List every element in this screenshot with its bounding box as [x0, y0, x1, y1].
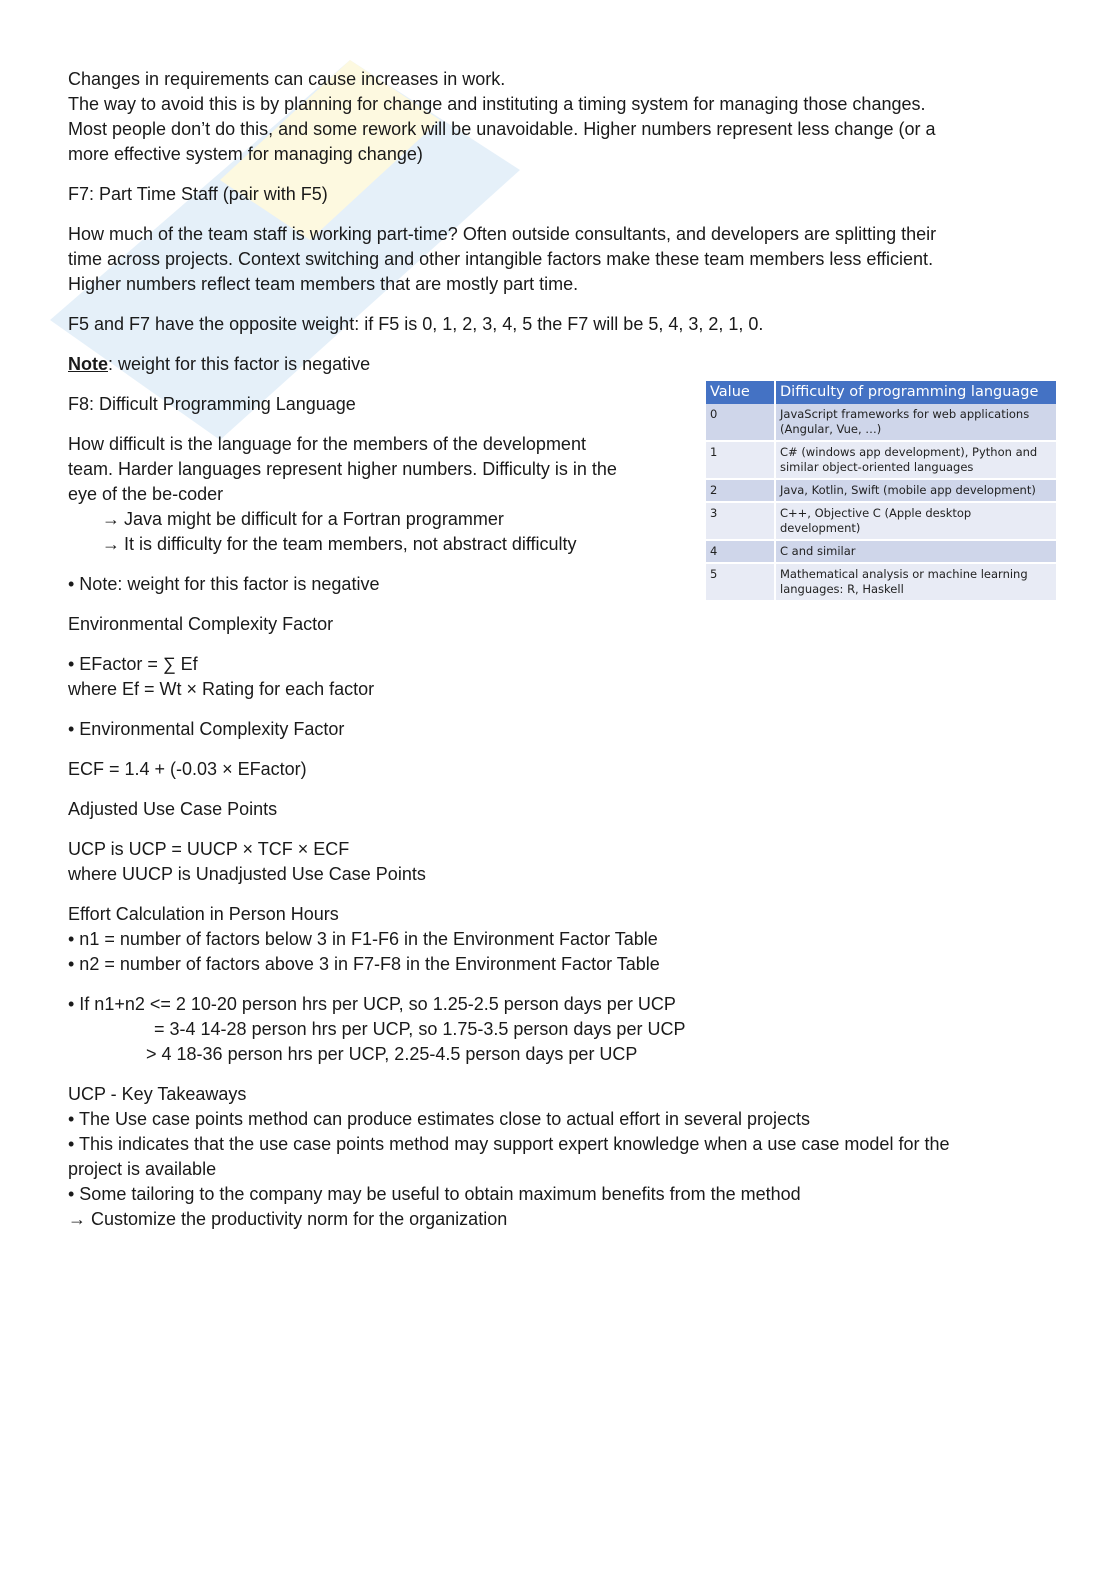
takeaways-heading: UCP - Key Takeaways: [68, 1084, 247, 1104]
table-row: [706, 441, 1056, 479]
takeaway-item: • Some tailoring to the company may be useful to obtain maximum benefits from the method: [68, 1184, 801, 1204]
table-row: [706, 540, 1056, 563]
table-cell-description: Java, Kotlin, Swift (mobile app development): [775, 479, 1056, 502]
intro-line: more effective system for managing change): [68, 144, 423, 164]
table-cell-value: 1: [706, 441, 775, 479]
f7-note: [68, 352, 1048, 377]
f8-line: team. Harder languages represent higher numbers. Difficulty is in the: [68, 459, 617, 479]
f8-arrow-item: [68, 532, 678, 557]
ecf-bullet: • Environmental Complexity Factor: [68, 719, 345, 739]
table-cell-description: Mathematical analysis or machine learning languages: R, Haskell: [775, 563, 1056, 600]
language-difficulty-table: [706, 381, 1056, 600]
note-label: Note: [68, 354, 108, 374]
effort-n2: • n2 = number of factors above 3 in F7-F8 in the Environment Factor Table: [68, 954, 660, 974]
efactor-where: where Ef = Wt × Rating for each factor: [68, 679, 375, 699]
ucp-definition: [68, 837, 1048, 887]
f8-arrow-text: It is difficulty for the team members, not abstract difficulty: [124, 534, 577, 554]
intro-line: Changes in requirements can cause increases in work.: [68, 69, 506, 89]
f7-heading: F7: Part Time Staff (pair with F5): [68, 184, 328, 204]
f7-line: time across projects. Context switching and other intangible factors make these team members less efficient.: [68, 249, 934, 269]
effort-rules: [68, 992, 1048, 1067]
table-cell-description: JavaScript frameworks for web applications (Angular, Vue, …): [775, 404, 1056, 441]
effort-heading: Effort Calculation in Person Hours: [68, 904, 339, 924]
efactor-formula: • EFactor = ∑ Ef: [68, 654, 198, 674]
ecf-formula: ECF = 1.4 + (-0.03 × EFactor): [68, 759, 307, 779]
note-text: : weight for this factor is negative: [108, 354, 371, 374]
table-row: [706, 563, 1056, 600]
table-cell-description: C++, Objective C (Apple desktop development): [775, 502, 1056, 540]
table-cell-description: C and similar: [775, 540, 1056, 563]
takeaways-section: [68, 1082, 1048, 1232]
table-row: [706, 479, 1056, 502]
ecf-heading: Environmental Complexity Factor: [68, 614, 334, 634]
aucp-heading: Adjusted Use Case Points: [68, 799, 278, 819]
efactor-definition: [68, 652, 1048, 702]
intro-line: The way to avoid this is by planning for change and instituting a timing system for managing those changes.: [68, 94, 926, 114]
table-header-row: [706, 381, 1056, 404]
table-cell-value: 4: [706, 540, 775, 563]
f8-line: How difficult is the language for the members of the development: [68, 434, 586, 454]
f8-arrow-text: Java might be difficult for a Fortran programmer: [124, 509, 504, 529]
takeaway-item: project is available: [68, 1159, 217, 1179]
f8-description: [68, 432, 678, 557]
effort-rule: • If n1+n2 <= 2 10-20 person hrs per UCP, so 1.25-2.5 person days per UCP: [68, 994, 676, 1014]
f5-f7-opposite-weight: F5 and F7 have the opposite weight: if F5 is 0, 1, 2, 3, 4, 5 the F7 will be 5, 4, 3, 2, 1, 0.: [68, 314, 764, 334]
f7-line: How much of the team staff is working part-time? Often outside consultants, and developers are splitting their: [68, 224, 937, 244]
table-row: [706, 404, 1056, 441]
f8-heading: F8: Difficult Programming Language: [68, 394, 356, 414]
intro-paragraph: [68, 67, 1048, 167]
table-header-value: Value: [706, 381, 775, 404]
takeaway-arrow-text: Customize the productivity norm for the organization: [91, 1209, 508, 1229]
table-cell-value: 5: [706, 563, 775, 600]
ucp-where: where UUCP is Unadjusted Use Case Points: [68, 864, 426, 884]
takeaway-arrow-item: [68, 1207, 1048, 1232]
arrow-icon: →: [102, 509, 120, 529]
f8-arrow-item: [68, 507, 678, 532]
takeaway-item: • This indicates that the use case points method may support expert knowledge when a use case model for the: [68, 1134, 950, 1154]
f7-line: Higher numbers reflect team members that are mostly part time.: [68, 274, 579, 294]
ucp-formula: UCP is UCP = UUCP × TCF × ECF: [68, 839, 350, 859]
table-cell-value: 0: [706, 404, 775, 441]
arrow-icon: →: [68, 1209, 86, 1229]
table-row: [706, 502, 1056, 540]
table-cell-value: 3: [706, 502, 775, 540]
table-header-description: Difficulty of programming language: [775, 381, 1056, 404]
f7-description: [68, 222, 1048, 297]
table-cell-description: C# (windows app development), Python and similar object-oriented languages: [775, 441, 1056, 479]
effort-n1: • n1 = number of factors below 3 in F1-F6 in the Environment Factor Table: [68, 929, 658, 949]
intro-line: Most people don’t do this, and some rework will be unavoidable. Higher numbers represent less change (or a: [68, 119, 936, 139]
effort-rule: > 4 18-36 person hrs per UCP, 2.25-4.5 person days per UCP: [146, 1044, 638, 1064]
table-cell-value: 2: [706, 479, 775, 502]
f8-line: eye of the be-coder: [68, 484, 224, 504]
takeaway-item: • The Use case points method can produce estimates close to actual effort in several projects: [68, 1109, 811, 1129]
f8-note: • Note: weight for this factor is negative: [68, 574, 380, 594]
document-page: [68, 67, 1048, 1247]
arrow-icon: →: [102, 534, 120, 554]
effort-rule: = 3-4 14-28 person hrs per UCP, so 1.75-3.5 person days per UCP: [154, 1019, 686, 1039]
effort-section: [68, 902, 1048, 977]
